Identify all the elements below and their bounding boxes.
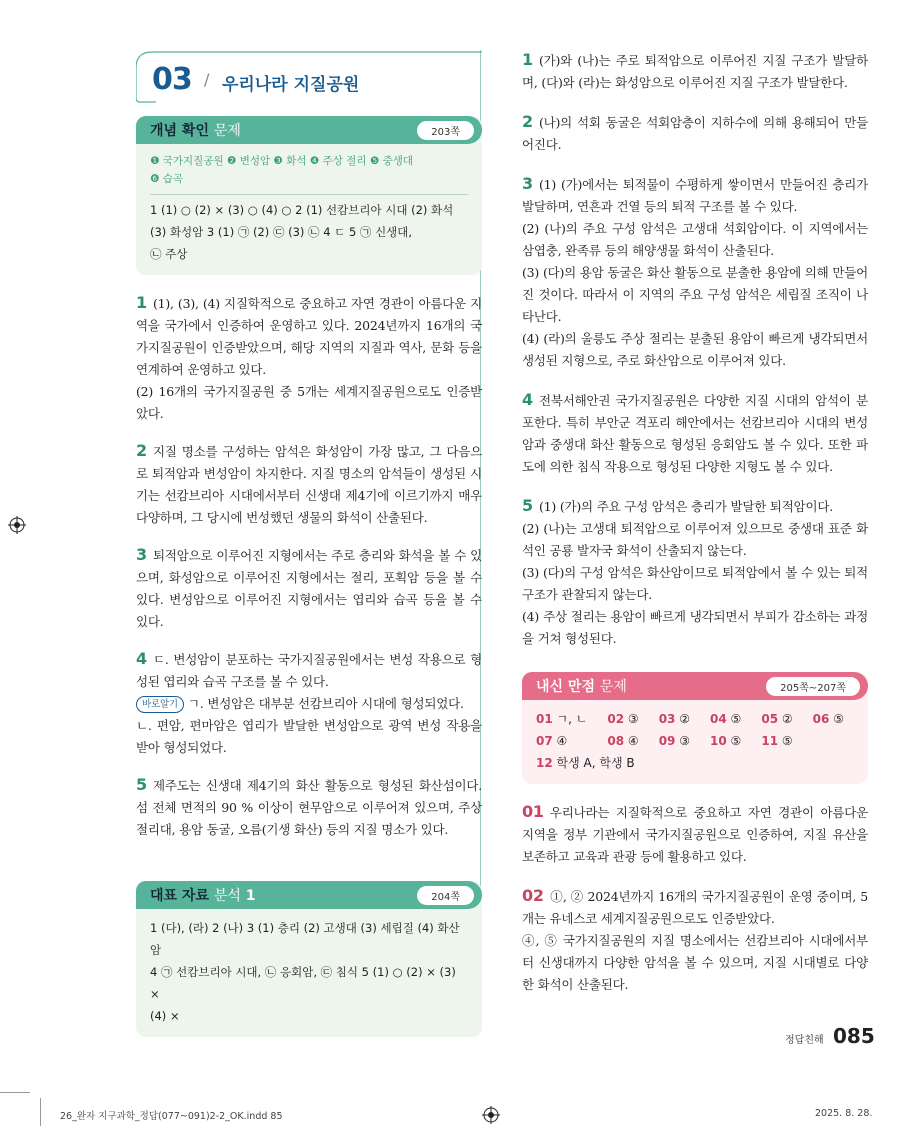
exam-explanation-2-number: 02 [522,886,544,905]
explanation-1-text: (1), (3), (4) 지질학적으로 중요하고 자연 경관이 아름다운 지역을 국가에서 인증하여 운영하고 있다. 2024년까지 16개의 국가지질공원이 인증받았으며, 해당 지역의 지질과 역사, 문화 등을 연계하여 운영하고 있다. [136,296,482,377]
concept-answers-line1: 1 (1) ○ (2) × (3) ○ (4) ○ 2 (1) 선캄브리아 시대 (2) 화석 [150,203,454,217]
exam-answer: 04 ⑤ [710,712,742,726]
correction-tag: 바로알기 [136,696,184,713]
concept-terms [150,152,468,188]
concept-box-title: 개념 확인 문제 [150,123,241,139]
data-explanation-5-number: 5 [522,496,533,515]
exam-answer: 09 ③ [658,734,690,748]
data-explanation-4-number: 4 [522,390,533,409]
registration-mark-icon [8,516,26,534]
data-explanation-5 [522,496,868,650]
exam-box-header [522,672,868,700]
exam-answer: 11 ⑤ [761,734,793,748]
exam-answer: 01 ㄱ, ㄴ [536,712,588,726]
concept-divider [150,194,468,195]
exam-explanation-2-text2: ④, ⑤ 국가지질공원의 지질 명소에서는 선캄브리아 시대에서부터 신생대까지 다양한 암석을 볼 수 있으며, 지질 시대별로 다양한 화석이 산출된다. [522,933,868,992]
explanation-4 [136,649,482,759]
section-title: 우리나라 지질공원 [222,75,360,95]
footer-file-info: 26_완자 지구과학_정답(077~091)2-2_OK.indd 85 [60,1111,283,1122]
concept-box-header [136,116,482,144]
concept-box-page-ref: 203쪽 [417,121,474,140]
data-explanation-3-number: 3 [522,174,533,193]
footer-divider [40,1098,41,1126]
exam-answer-last: 12 학생 A, 학생 B [536,756,635,770]
explanation-1-text2: (2) 16개의 국가지질공원 중 5개는 세계지질공원으로도 인증받았다. [136,384,482,421]
data-explanation-5-text4: (4) 주상 절리는 용암이 빠르게 냉각되면서 부피가 감소하는 과정을 거쳐 형성된다. [522,609,868,646]
explanation-5 [136,775,482,841]
section-slash: / [204,70,210,89]
right-column [522,50,868,996]
exam-explanation-2 [522,886,868,996]
explanation-5-text: 제주도는 신생대 제4기의 화산 활동으로 형성된 화산섬이다. 섬 전체 면적의 90 % 이상이 현무암으로 이루어져 있으며, 주상 절리대, 용암 동굴, 오름(기생 화산) 등의 지질 명소가 있다. [136,778,482,837]
exam-box-title: 내신 만점 문제 [536,679,627,695]
exam-explanation-1-text: 우리나라는 지질학적으로 중요하고 자연 경관이 아름다운 지역을 정부 기관에서 국가지질공원으로 인증하여, 지질 유산을 보존하고 교육과 관광 등에 활용하고 있다. [522,805,868,864]
data-explanation-3 [522,174,868,372]
data-explanation-5-text: (1) (가)의 주요 구성 암석은 층리가 발달한 퇴적암이다. [538,499,834,514]
concept-check-box [136,116,482,275]
data-explanation-4-text: 전북서해안권 국가지질공원은 다양한 지질 시대의 암석이 분포한다. 특히 부안군 격포리 해안에서는 선캄브리아 시대의 변성암과 중생대 화산 활동으로 형성된 응회암도 볼 수 있다. 또한 파도에 의한 침식 작용으로 형성된 다양한 지형도 볼 수 있다. [522,393,868,474]
explanation-5-number: 5 [136,775,147,794]
data-explanation-2-text: (나)의 석회 동굴은 석회암층이 지하수에 의해 용해되어 만들어진다. [522,115,868,152]
exam-answer: 02 ③ [607,712,639,726]
exam-box [522,672,868,784]
data-explanation-3-text4: (4) (라)의 울릉도 주상 절리는 분출된 용암이 빠르게 냉각되면서 생성된 지형으로, 주로 화산암으로 이루어져 있다. [522,331,868,368]
page-number: 085 [833,1024,875,1048]
data-box-header [136,881,482,909]
registration-mark-icon [482,1106,500,1124]
explanation-2 [136,441,482,529]
data-explanation-3-text3: (3) (다)의 용암 동굴은 화산 활동으로 분출한 용암에 의해 만들어진 것이다. 따라서 이 지역의 주요 구성 암석은 세립질 조직이 나타난다. [522,265,868,324]
data-explanation-2 [522,112,868,156]
left-column [136,50,482,1037]
concept-box-body [136,144,482,275]
data-analysis-box [136,881,482,1037]
explanation-2-number: 2 [136,441,147,460]
explanation-3 [136,545,482,633]
concept-terms-line2: ❻ 습곡 [150,173,184,185]
exam-answer: 06 ⑤ [812,712,844,726]
explanation-4-number: 4 [136,649,147,668]
exam-explanation-1 [522,802,868,868]
exam-box-page-ref: 205쪽~207쪽 [766,677,860,696]
data-explanation-1 [522,50,868,94]
exam-answer: 07 ④ [536,734,568,748]
data-explanation-5-text2: (2) (나)는 고생대 퇴적암으로 이루어져 있으므로 중생대 표준 화석인 공룡 발자국 화석이 산출되지 않는다. [522,521,868,558]
explanation-4-text2: ㄱ. 변성암은 대부분 선캄브리아 시대에 형성되었다. [187,696,464,711]
explanation-3-number: 3 [136,545,147,564]
explanation-1-number: 1 [136,293,147,312]
exam-answer: 03 ② [658,712,690,726]
exam-answer: 08 ④ [607,734,639,748]
data-explanation-3-text: (1) (가)에서는 퇴적물이 수평하게 쌓이면서 만들어진 층리가 발달하며, 연흔과 건열 등의 퇴적 구조를 볼 수 있다. [522,177,868,214]
exam-box-body [522,700,868,784]
data-explanation-1-text: (가)와 (나)는 주로 퇴적암으로 이루어진 지질 구조가 발달하며, (다)와 (라)는 화성암으로 이루어진 지질 구조가 발달한다. [522,53,868,90]
data-explanation-4 [522,390,868,478]
footer-rule [0,1092,30,1093]
footer-date: 2025. 8. 28. [815,1108,873,1119]
data-explanation-5-text3: (3) (다)의 구성 암석은 화산암이므로 퇴적암에서 볼 수 있는 퇴적 구조가 관찰되지 않는다. [522,565,868,602]
section-number: 03 [152,62,192,97]
data-explanation-2-number: 2 [522,112,533,131]
exam-answer-grid [536,708,854,752]
data-answers-line1: 1 (다), (라) 2 (나) 3 (1) 층리 (2) 고생대 (3) 세립질 (4) 화산암 [150,921,460,957]
exam-explanation-1-number: 01 [522,802,544,821]
data-answers-line3: (4) × [150,1009,180,1023]
explanation-4-text: ㄷ. 변성암이 분포하는 국가지질공원에서는 변성 작용으로 형성된 엽리와 습곡 구조를 볼 수 있다. [136,652,482,689]
exam-answer: 10 ⑤ [710,734,742,748]
exam-answer: 05 ② [761,712,793,726]
concept-answers-line2: (3) 화성암 3 (1) ㉠ (2) ㉢ (3) ㉡ 4 ㄷ 5 ㉠ 신생대, [150,225,413,239]
section-header [136,50,482,106]
data-explanation-1-number: 1 [522,50,533,69]
data-box-page-ref: 204쪽 [417,886,474,905]
data-explanation-3-text2: (2) (나)의 주요 구성 암석은 고생대 석회암이다. 이 지역에서는 삼엽충, 완족류 등의 해양생물 화석이 산출된다. [522,221,868,258]
page-label: 정답친해 [785,1035,824,1046]
explanation-2-text: 지질 명소를 구성하는 암석은 화성암이 가장 많고, 그 다음으로 퇴적암과 변성암이 차지한다. 지질 명소의 암석들이 생성된 시기는 선캄브리아 시대에서부터 신생대 제4기에 이르기까지 매우 다양하며, 그 당시에 번성했던 생물의 화석이 산출된다. [136,444,482,525]
data-box-body [136,909,482,1037]
explanation-1 [136,293,482,425]
data-box-title: 대표 자료 분석 1 [150,888,256,904]
data-answers-line2: 4 ㉠ 선캄브리아 시대, ㉡ 응회암, ㉢ 침식 5 (1) ○ (2) × (3) × [150,965,456,1001]
concept-answers-line3: ㉡ 주상 [150,247,188,261]
concept-terms-line1: ❶ 국가지질공원 ❷ 변성암 ❸ 화석 ❹ 주상 절리 ❺ 중생대 [150,155,414,167]
exam-explanation-2-text: ①, ② 2024년까지 16개의 국가지질공원이 운영 중이며, 5개는 유네스코 세계지질공원으로도 인증받았다. [522,889,868,926]
explanation-4-text3: ㄴ. 편암, 편마암은 엽리가 발달한 변성암으로 광역 변성 작용을 받아 형성되었다. [136,718,482,755]
explanation-3-text: 퇴적암으로 이루어진 지형에서는 주로 층리와 화석을 볼 수 있으며, 화성암으로 이루어진 지형에서는 절리, 포획암 등을 볼 수 있다. 변성암으로 이루어진 지형에서는 엽리와 습곡 등을 볼 수 있다. [136,548,482,629]
